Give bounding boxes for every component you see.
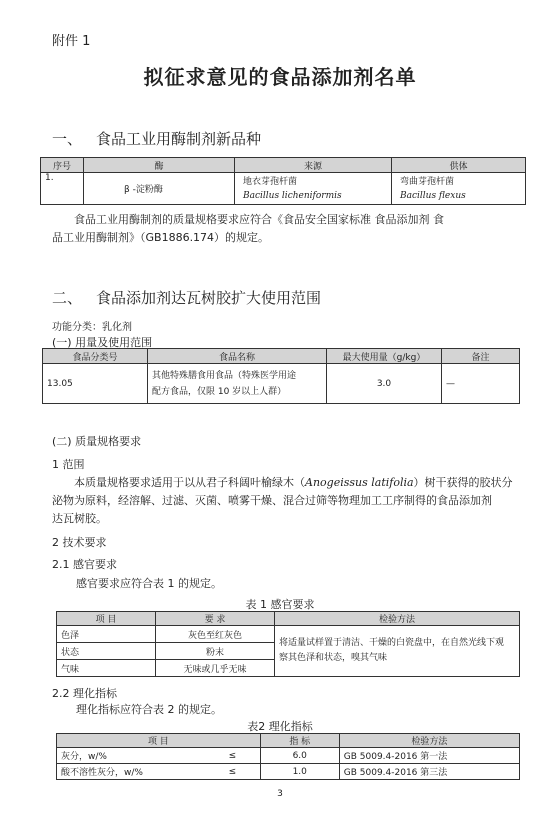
cell-requirement: 灰色至红灰色 xyxy=(156,626,275,643)
sensory-heading: 2.1 感官要求 xyxy=(52,558,117,571)
cell-source-latin: Bacillus licheniformis xyxy=(235,189,392,205)
cell-enzyme: β -淀粉酶 xyxy=(84,173,235,205)
method-line1: 将适量试样置于清洁、干燥的白瓷盘中，在自然光线下观 xyxy=(279,638,505,648)
spec-heading: (二) 质量规格要求 xyxy=(52,435,142,448)
table1-caption: 表 1 感官要求 xyxy=(245,598,315,611)
col-header-index: 指 标 xyxy=(260,734,339,748)
cell-item: 气味 xyxy=(57,660,156,677)
col-header-method: 检验方法 xyxy=(339,734,519,748)
col-header-note: 备注 xyxy=(442,349,520,364)
col-header-item: 项 目 xyxy=(57,612,156,626)
enzyme-note-line1: 食品工业用酶制剂的质量规格要求应符合《食品安全国家标准 食品添加剂 食 xyxy=(74,213,444,226)
cell-source-cn: 地衣芽孢杆菌 xyxy=(235,173,392,189)
scope-latin-name: Anogeissus latifolia xyxy=(305,476,414,489)
scope-line2: 泌物为原料，经溶解、过滤、灭菌、喷雾干燥、混合过筛等物理加工工序制得的食品添加剂 xyxy=(52,494,492,507)
cell-requirement: 粉末 xyxy=(156,643,275,660)
table-row xyxy=(57,748,520,764)
col-header-requirement: 要 求 xyxy=(156,612,275,626)
cell-donor-latin: Bacillus flexus xyxy=(392,189,526,205)
col-header-no: 序号 xyxy=(41,158,84,173)
cell-method: GB 5009.4-2016 第一法 xyxy=(339,748,519,764)
scope-line1 xyxy=(74,474,513,492)
col-header-code: 食品分类号 xyxy=(43,349,148,364)
food-name-line1: 其他特殊膳食用食品（特殊医学用途 xyxy=(152,370,297,381)
cell-method xyxy=(275,626,520,677)
section2-heading: 食品添加剂达瓦树胶扩大使用范围 xyxy=(96,289,322,307)
sensory-table xyxy=(56,611,520,677)
cell-item: 酸不溶性灰分，w/% xyxy=(57,764,206,780)
usage-table xyxy=(42,348,520,404)
col-header-source: 来源 xyxy=(235,158,392,173)
scope-line1-a: 本质量规格要求适用于以从君子科阔叶榆绿木（ xyxy=(74,476,305,489)
usage-heading: (一) 用量及使用范围 xyxy=(52,336,153,349)
enzyme-note-line2: 品工业用酶制剂》（GB1886.174）的规定。 xyxy=(52,231,270,244)
cell-max: 3.0 xyxy=(327,364,442,404)
col-header-donor: 供体 xyxy=(392,158,526,173)
section1-heading-number: 一、 xyxy=(52,130,83,148)
table2-caption: 表2 理化指标 xyxy=(247,720,313,733)
col-header-enzyme: 酶 xyxy=(84,158,235,173)
cell-method: GB 5009.4-2016 第三法 xyxy=(339,764,519,780)
physchem-heading: 2.2 理化指标 xyxy=(52,687,117,700)
table-row xyxy=(57,764,520,780)
table-row xyxy=(41,173,526,189)
col-header-max: 最大使用量（g/kg） xyxy=(327,349,442,364)
method-line2: 察其色泽和状态，嗅其气味 xyxy=(279,653,388,663)
tech-heading: 2 技术要求 xyxy=(52,536,107,549)
page-title: 拟征求意见的食品添加剂名单 xyxy=(143,65,417,89)
scope-line3: 达瓦树胶。 xyxy=(52,512,107,525)
function-class: 功能分类：乳化剂 xyxy=(52,322,132,333)
scope-heading: 1 范围 xyxy=(52,458,85,471)
col-header-food-name: 食品名称 xyxy=(148,349,327,364)
cell-item: 色泽 xyxy=(57,626,156,643)
cell-item: 灰分，w/% xyxy=(57,748,206,764)
cell-note: — xyxy=(442,364,520,404)
physchem-text: 理化指标应符合表 2 的规定。 xyxy=(76,703,222,716)
cell-item: 状态 xyxy=(57,643,156,660)
table-row xyxy=(57,626,520,643)
section2-heading-number: 二、 xyxy=(52,289,83,307)
col-header-item: 项 目 xyxy=(57,734,261,748)
attachment-label: 附件 1 xyxy=(52,34,91,49)
food-name-line2: 配方食品，仅限 10 岁以上人群） xyxy=(152,386,287,397)
section1-heading: 食品工业用酶制剂新品种 xyxy=(96,130,262,148)
cell-operator: ≤ xyxy=(205,764,260,780)
col-header-method: 检验方法 xyxy=(275,612,520,626)
cell-requirement: 无味或几乎无味 xyxy=(156,660,275,677)
scope-line1-b: ）树干获得的胶状分 xyxy=(413,476,513,489)
sensory-text: 感官要求应符合表 1 的规定。 xyxy=(76,577,222,590)
cell-no: 1. xyxy=(41,173,84,205)
cell-food-name xyxy=(148,364,327,404)
physchem-table xyxy=(56,733,520,780)
cell-donor-cn: 弯曲芽孢杆菌 xyxy=(392,173,526,189)
cell-operator: ≤ xyxy=(205,748,260,764)
enzyme-table xyxy=(40,157,526,205)
cell-value: 1.0 xyxy=(260,764,339,780)
cell-value: 6.0 xyxy=(260,748,339,764)
cell-code: 13.05 xyxy=(43,364,148,404)
page-number: 3 xyxy=(277,789,283,799)
table-row xyxy=(43,364,520,404)
